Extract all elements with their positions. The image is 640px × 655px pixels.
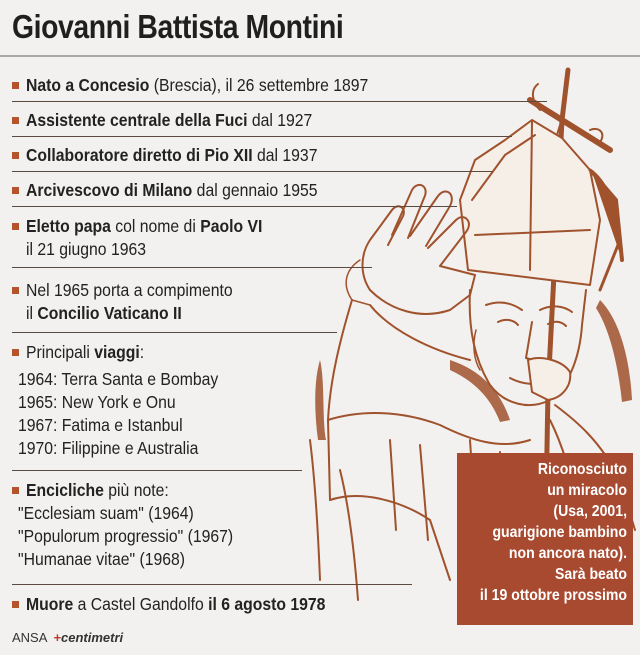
fact-fuci: Assistente centrale della Fuci dal 1927 (12, 109, 344, 132)
fact-birth: Nato a Concesio (Brescia), il 26 settembre 1897 (12, 74, 406, 97)
bullet-square (12, 223, 19, 230)
divider (12, 584, 412, 585)
bullet-square (12, 117, 19, 124)
centimetri-logo: +centimetri (53, 630, 124, 645)
divider (12, 206, 457, 207)
source-credit: ANSA +centimetri (12, 630, 124, 645)
fact-milano: Arcivescovo di Milano dal gennaio 1955 (12, 179, 350, 202)
title-divider (0, 55, 640, 57)
journey-line: 1965: New York e Onu (18, 392, 176, 412)
divider (12, 171, 492, 172)
divider (12, 332, 337, 333)
divider (12, 136, 512, 137)
fact-journeys: Principali viaggi: 1964: Terra Santa e Bombay 1965: New York e Onu 1967: Fatima e Istanbul 1970: Filippine e Australia (12, 341, 240, 460)
fact-encyclicals: Encicliche più note: "Ecclesiam suam" (1964) "Populorum progressio" (1967) "Humanae vitae" (1968) (12, 479, 257, 571)
fact-council: Nel 1965 porta a compimento il Concilio Vaticano II (12, 279, 256, 325)
fact-death: Muore a Castel Gandolfo il 6 agosto 1978 (12, 593, 359, 616)
journey-line: 1970: Filippine e Australia (18, 438, 199, 458)
bullet-square (12, 287, 19, 294)
bullet-square (12, 152, 19, 159)
bullet-square (12, 187, 19, 194)
miracle-note-box: Riconosciuto un miracolo (Usa, 2001, guarigione bambino non ancora nato). Sarà beato il 19 ottobre prossimo (457, 453, 633, 625)
encyclical-line: "Ecclesiam suam" (1964) (18, 503, 194, 523)
divider (12, 470, 302, 471)
journey-line: 1964: Terra Santa e Bombay (18, 369, 219, 389)
bullet-square (12, 82, 19, 89)
fact-elected-pope: Eletto papa col nome di Paolo VI il 21 giugno 1963 (12, 215, 289, 261)
divider (12, 267, 372, 268)
fact-pio-xii: Collaboratore diretto di Pio XII dal 1937 (12, 144, 350, 167)
page-title: Giovanni Battista Montini (12, 8, 344, 45)
bullet-square (12, 601, 19, 608)
bullet-square (12, 349, 19, 356)
bullet-square (12, 487, 19, 494)
encyclical-line: "Humanae vitae" (1968) (18, 549, 186, 569)
divider (12, 101, 547, 102)
journey-line: 1967: Fatima e Istanbul (18, 415, 183, 435)
encyclical-line: "Populorum progressio" (1967) (18, 526, 234, 546)
